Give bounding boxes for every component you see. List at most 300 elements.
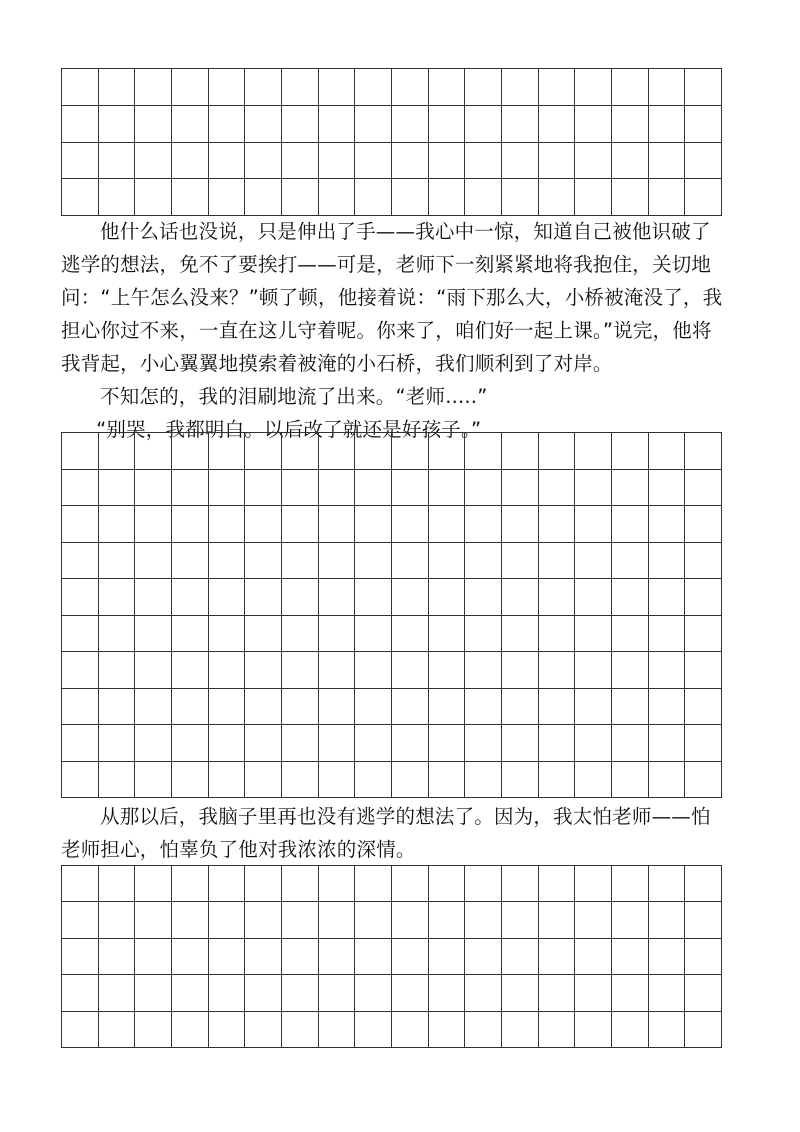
grid-cell	[539, 179, 576, 216]
grid-cell	[575, 652, 612, 689]
grid-cell	[502, 689, 539, 726]
grid-cell	[282, 106, 319, 143]
grid-cell	[612, 179, 649, 216]
grid-cell	[685, 433, 722, 470]
grid-cell	[649, 143, 686, 180]
grid-cell	[62, 506, 99, 543]
grid-cell	[649, 902, 686, 938]
grid-cell	[172, 616, 209, 653]
grid-cell	[172, 652, 209, 689]
grid-cell	[355, 69, 392, 106]
grid-cell	[575, 762, 612, 799]
grid-cell	[465, 106, 502, 143]
grid-cell	[62, 470, 99, 507]
grid-cell	[465, 433, 502, 470]
grid-cell	[282, 433, 319, 470]
grid-cell	[539, 579, 576, 616]
grid-cell	[172, 543, 209, 580]
grid-cell	[649, 433, 686, 470]
grid-cell	[465, 762, 502, 799]
grid-cell	[575, 106, 612, 143]
grid-cell	[539, 106, 576, 143]
grid-cell	[685, 143, 722, 180]
grid-cell	[539, 689, 576, 726]
grid-cell	[465, 902, 502, 938]
grid-cell	[282, 143, 319, 180]
grid-cell	[245, 433, 282, 470]
grid-cell	[99, 866, 136, 902]
grid-cell	[319, 1012, 356, 1048]
grid-cell	[135, 506, 172, 543]
grid-cell	[539, 652, 576, 689]
grid-cell	[99, 975, 136, 1011]
grid-cell	[62, 69, 99, 106]
grid-cell	[649, 725, 686, 762]
grid-cell	[62, 762, 99, 799]
grid-cell	[282, 1012, 319, 1048]
grid-cell	[575, 433, 612, 470]
grid-cell	[99, 179, 136, 216]
grid-cell	[539, 433, 576, 470]
grid-cell	[429, 143, 466, 180]
text-block-2	[61, 800, 726, 866]
grid-cell	[649, 866, 686, 902]
grid-cell	[465, 1012, 502, 1048]
grid-cell	[685, 725, 722, 762]
grid-cell	[685, 975, 722, 1011]
grid-cell	[465, 616, 502, 653]
grid-cell	[355, 106, 392, 143]
grid-cell	[539, 69, 576, 106]
grid-cell	[685, 762, 722, 799]
grid-cell	[649, 506, 686, 543]
grid-cell	[392, 652, 429, 689]
grid-cell	[99, 939, 136, 975]
grid-cell	[355, 866, 392, 902]
grid-cell	[355, 975, 392, 1011]
grid-cell	[355, 616, 392, 653]
grid-cell	[612, 69, 649, 106]
grid-cell	[209, 902, 246, 938]
grid-cell	[502, 433, 539, 470]
grid-cell	[465, 470, 502, 507]
grid-cell	[209, 506, 246, 543]
grid-cell	[99, 579, 136, 616]
grid-cell	[99, 1012, 136, 1048]
grid-cell	[612, 579, 649, 616]
grid-cell	[355, 433, 392, 470]
grid-cell	[649, 470, 686, 507]
grid-cell	[209, 143, 246, 180]
grid-cell	[135, 106, 172, 143]
grid-cell	[685, 543, 722, 580]
grid-cell	[135, 470, 172, 507]
grid-cell	[392, 143, 429, 180]
grid-cell	[539, 975, 576, 1011]
grid-cell	[282, 470, 319, 507]
grid-cell	[649, 652, 686, 689]
grid-cell	[245, 866, 282, 902]
grid-cell	[245, 579, 282, 616]
grid-cell	[612, 506, 649, 543]
grid-cell	[319, 433, 356, 470]
paragraph: “别哭，我都明白。以后改了就还是好孩子。”	[96, 418, 482, 441]
grid-cell	[575, 725, 612, 762]
grid-cell	[135, 616, 172, 653]
writing-grid-bottom	[61, 865, 722, 1048]
grid-cell	[282, 506, 319, 543]
grid-cell	[172, 902, 209, 938]
grid-cell	[319, 143, 356, 180]
grid-cell	[649, 69, 686, 106]
grid-cell	[392, 616, 429, 653]
grid-cell	[465, 939, 502, 975]
grid-cell	[135, 866, 172, 902]
grid-cell	[135, 143, 172, 180]
grid-cell	[429, 506, 466, 543]
grid-cell	[245, 689, 282, 726]
grid-cell	[172, 69, 209, 106]
grid-cell	[62, 616, 99, 653]
grid-cell	[502, 725, 539, 762]
grid-cell	[465, 579, 502, 616]
grid-cell	[99, 652, 136, 689]
grid-cell	[575, 579, 612, 616]
grid-cell	[245, 762, 282, 799]
grid-cell	[245, 616, 282, 653]
grid-cell	[502, 106, 539, 143]
grid-cell	[319, 652, 356, 689]
grid-cell	[612, 902, 649, 938]
grid-cell	[612, 652, 649, 689]
grid-cell	[319, 975, 356, 1011]
grid-cell	[209, 725, 246, 762]
grid-cell	[612, 975, 649, 1011]
grid-cell	[172, 975, 209, 1011]
grid-cell	[392, 975, 429, 1011]
grid-cell	[392, 939, 429, 975]
grid-cell	[429, 902, 466, 938]
grid-cell	[649, 579, 686, 616]
grid-cell	[172, 939, 209, 975]
grid-cell	[99, 616, 136, 653]
grid-cell	[429, 652, 466, 689]
grid-cell	[355, 506, 392, 543]
grid-cell	[62, 579, 99, 616]
grid-cell	[99, 143, 136, 180]
grid-cell	[209, 470, 246, 507]
grid-cell	[282, 579, 319, 616]
grid-cell	[99, 433, 136, 470]
grid-cell	[502, 543, 539, 580]
grid-cell	[62, 725, 99, 762]
grid-cell	[465, 652, 502, 689]
grid-cell	[355, 725, 392, 762]
grid-cell	[502, 902, 539, 938]
grid-cell	[209, 106, 246, 143]
grid-cell	[612, 725, 649, 762]
grid-cell	[62, 975, 99, 1011]
grid-cell	[172, 143, 209, 180]
grid-cell	[649, 616, 686, 653]
grid-cell	[539, 725, 576, 762]
grid-cell	[135, 433, 172, 470]
grid-cell	[245, 975, 282, 1011]
grid-cell	[539, 470, 576, 507]
grid-cell	[282, 69, 319, 106]
grid-cell	[429, 616, 466, 653]
grid-cell	[429, 689, 466, 726]
grid-cell	[685, 652, 722, 689]
grid-cell	[465, 689, 502, 726]
grid-cell	[319, 725, 356, 762]
text-block-1	[61, 215, 726, 446]
grid-cell	[245, 543, 282, 580]
grid-cell	[62, 652, 99, 689]
writing-grid-top	[61, 68, 722, 216]
grid-cell	[392, 506, 429, 543]
grid-cell	[502, 975, 539, 1011]
grid-cell	[429, 470, 466, 507]
grid-cell	[502, 762, 539, 799]
grid-cell	[319, 939, 356, 975]
paragraph: 他什么话也没说，只是伸出了手——我心中一惊，知道自己被他识破了逃学的想法，免不了要挨打——可是，老师下一刻紧紧地将我抱住，关切地问：“上午怎么没来？”顿了顿，他接着说：“雨下那么大，小桥被淹没了，我担心你过不来，一直在这儿守着呢。你来了，咱们好一起上课。”说完，他将我背起，小心翼翼地摸索着被淹的小石桥，我们顺利到了对岸。	[61, 220, 723, 375]
grid-cell	[392, 725, 429, 762]
grid-cell	[319, 866, 356, 902]
grid-cell	[99, 725, 136, 762]
grid-cell	[465, 179, 502, 216]
grid-cell	[282, 543, 319, 580]
grid-cell	[172, 579, 209, 616]
grid-cell	[575, 506, 612, 543]
grid-cell	[135, 762, 172, 799]
grid-cell	[319, 616, 356, 653]
grid-cell	[209, 689, 246, 726]
grid-cell	[209, 975, 246, 1011]
grid-cell	[319, 579, 356, 616]
grid-cell	[135, 902, 172, 938]
grid-cell	[502, 506, 539, 543]
grid-cell	[685, 506, 722, 543]
grid-cell	[392, 902, 429, 938]
grid-cell	[245, 470, 282, 507]
grid-cell	[355, 143, 392, 180]
grid-cell	[99, 506, 136, 543]
grid-cell	[575, 543, 612, 580]
grid-cell	[62, 1012, 99, 1048]
grid-cell	[245, 939, 282, 975]
grid-cell	[465, 725, 502, 762]
grid-cell	[209, 939, 246, 975]
grid-cell	[245, 1012, 282, 1048]
grid-cell	[649, 939, 686, 975]
grid-cell	[209, 762, 246, 799]
grid-cell	[135, 1012, 172, 1048]
grid-cell	[685, 69, 722, 106]
grid-cell	[502, 470, 539, 507]
grid-cell	[99, 69, 136, 106]
grid-cell	[575, 1012, 612, 1048]
grid-cell	[502, 939, 539, 975]
grid-cell	[575, 939, 612, 975]
grid-cell	[62, 689, 99, 726]
grid-cell	[539, 543, 576, 580]
grid-cell	[62, 902, 99, 938]
grid-cell	[135, 975, 172, 1011]
grid-cell	[282, 902, 319, 938]
grid-cell	[649, 543, 686, 580]
grid-cell	[429, 543, 466, 580]
grid-cell	[612, 143, 649, 180]
grid-cell	[392, 69, 429, 106]
grid-cell	[319, 179, 356, 216]
grid-cell	[392, 689, 429, 726]
grid-cell	[172, 866, 209, 902]
grid-cell	[649, 106, 686, 143]
grid-cell	[612, 866, 649, 902]
grid-cell	[209, 433, 246, 470]
grid-cell	[539, 143, 576, 180]
grid-cell	[612, 762, 649, 799]
grid-cell	[209, 179, 246, 216]
grid-cell	[429, 69, 466, 106]
grid-cell	[319, 902, 356, 938]
grid-cell	[502, 179, 539, 216]
grid-cell	[172, 470, 209, 507]
grid-cell	[392, 106, 429, 143]
grid-cell	[62, 866, 99, 902]
grid-cell	[62, 543, 99, 580]
grid-cell	[319, 506, 356, 543]
grid-cell	[99, 762, 136, 799]
grid-cell	[575, 69, 612, 106]
grid-cell	[539, 762, 576, 799]
grid-cell	[612, 1012, 649, 1048]
grid-cell	[539, 866, 576, 902]
grid-cell	[355, 470, 392, 507]
paragraph: 从那以后，我脑子里再也没有逃学的想法了。因为，我太怕老师——怕老师担心，怕辜负了他对我浓浓的深情。	[61, 805, 711, 861]
grid-cell	[502, 866, 539, 902]
grid-cell	[135, 939, 172, 975]
grid-cell	[612, 939, 649, 975]
grid-cell	[62, 433, 99, 470]
grid-cell	[209, 579, 246, 616]
grid-cell	[429, 866, 466, 902]
grid-cell	[502, 652, 539, 689]
grid-cell	[685, 579, 722, 616]
grid-cell	[209, 866, 246, 902]
grid-cell	[465, 866, 502, 902]
grid-cell	[99, 470, 136, 507]
grid-cell	[172, 1012, 209, 1048]
grid-cell	[685, 1012, 722, 1048]
grid-cell	[245, 725, 282, 762]
grid-cell	[685, 866, 722, 902]
grid-cell	[282, 975, 319, 1011]
grid-cell	[355, 543, 392, 580]
grid-cell	[282, 762, 319, 799]
grid-cell	[282, 725, 319, 762]
grid-cell	[172, 762, 209, 799]
grid-cell	[649, 1012, 686, 1048]
grid-cell	[135, 69, 172, 106]
grid-cell	[539, 506, 576, 543]
grid-cell	[575, 470, 612, 507]
grid-cell	[465, 69, 502, 106]
grid-cell	[502, 143, 539, 180]
grid-cell	[172, 689, 209, 726]
grid-cell	[99, 543, 136, 580]
grid-cell	[392, 579, 429, 616]
grid-cell	[649, 179, 686, 216]
grid-cell	[429, 975, 466, 1011]
grid-cell	[685, 179, 722, 216]
grid-cell	[355, 179, 392, 216]
grid-cell	[282, 616, 319, 653]
grid-cell	[685, 470, 722, 507]
grid-cell	[282, 652, 319, 689]
grid-cell	[429, 762, 466, 799]
grid-cell	[685, 689, 722, 726]
grid-cell	[612, 106, 649, 143]
grid-cell	[99, 902, 136, 938]
writing-grid-middle	[61, 432, 722, 798]
grid-cell	[502, 1012, 539, 1048]
grid-cell	[245, 106, 282, 143]
grid-cell	[355, 579, 392, 616]
grid-cell	[392, 543, 429, 580]
grid-cell	[539, 1012, 576, 1048]
grid-cell	[319, 543, 356, 580]
grid-cell	[319, 689, 356, 726]
grid-cell	[429, 579, 466, 616]
grid-cell	[282, 179, 319, 216]
grid-cell	[245, 69, 282, 106]
grid-cell	[392, 1012, 429, 1048]
grid-cell	[612, 470, 649, 507]
grid-cell	[99, 106, 136, 143]
grid-cell	[465, 143, 502, 180]
grid-cell	[245, 506, 282, 543]
grid-cell	[172, 179, 209, 216]
grid-cell	[685, 106, 722, 143]
grid-cell	[539, 902, 576, 938]
grid-cell	[282, 689, 319, 726]
grid-cell	[172, 506, 209, 543]
grid-cell	[172, 433, 209, 470]
grid-cell	[502, 579, 539, 616]
grid-cell	[135, 543, 172, 580]
grid-cell	[539, 616, 576, 653]
grid-cell	[135, 179, 172, 216]
grid-cell	[355, 1012, 392, 1048]
grid-cell	[685, 939, 722, 975]
grid-cell	[539, 939, 576, 975]
grid-cell	[575, 902, 612, 938]
grid-cell	[209, 616, 246, 653]
grid-cell	[612, 616, 649, 653]
grid-cell	[355, 902, 392, 938]
grid-cell	[355, 762, 392, 799]
grid-cell	[245, 902, 282, 938]
grid-cell	[465, 506, 502, 543]
grid-cell	[429, 179, 466, 216]
grid-cell	[575, 616, 612, 653]
grid-cell	[355, 689, 392, 726]
grid-cell	[685, 616, 722, 653]
grid-cell	[465, 975, 502, 1011]
grid-cell	[209, 652, 246, 689]
